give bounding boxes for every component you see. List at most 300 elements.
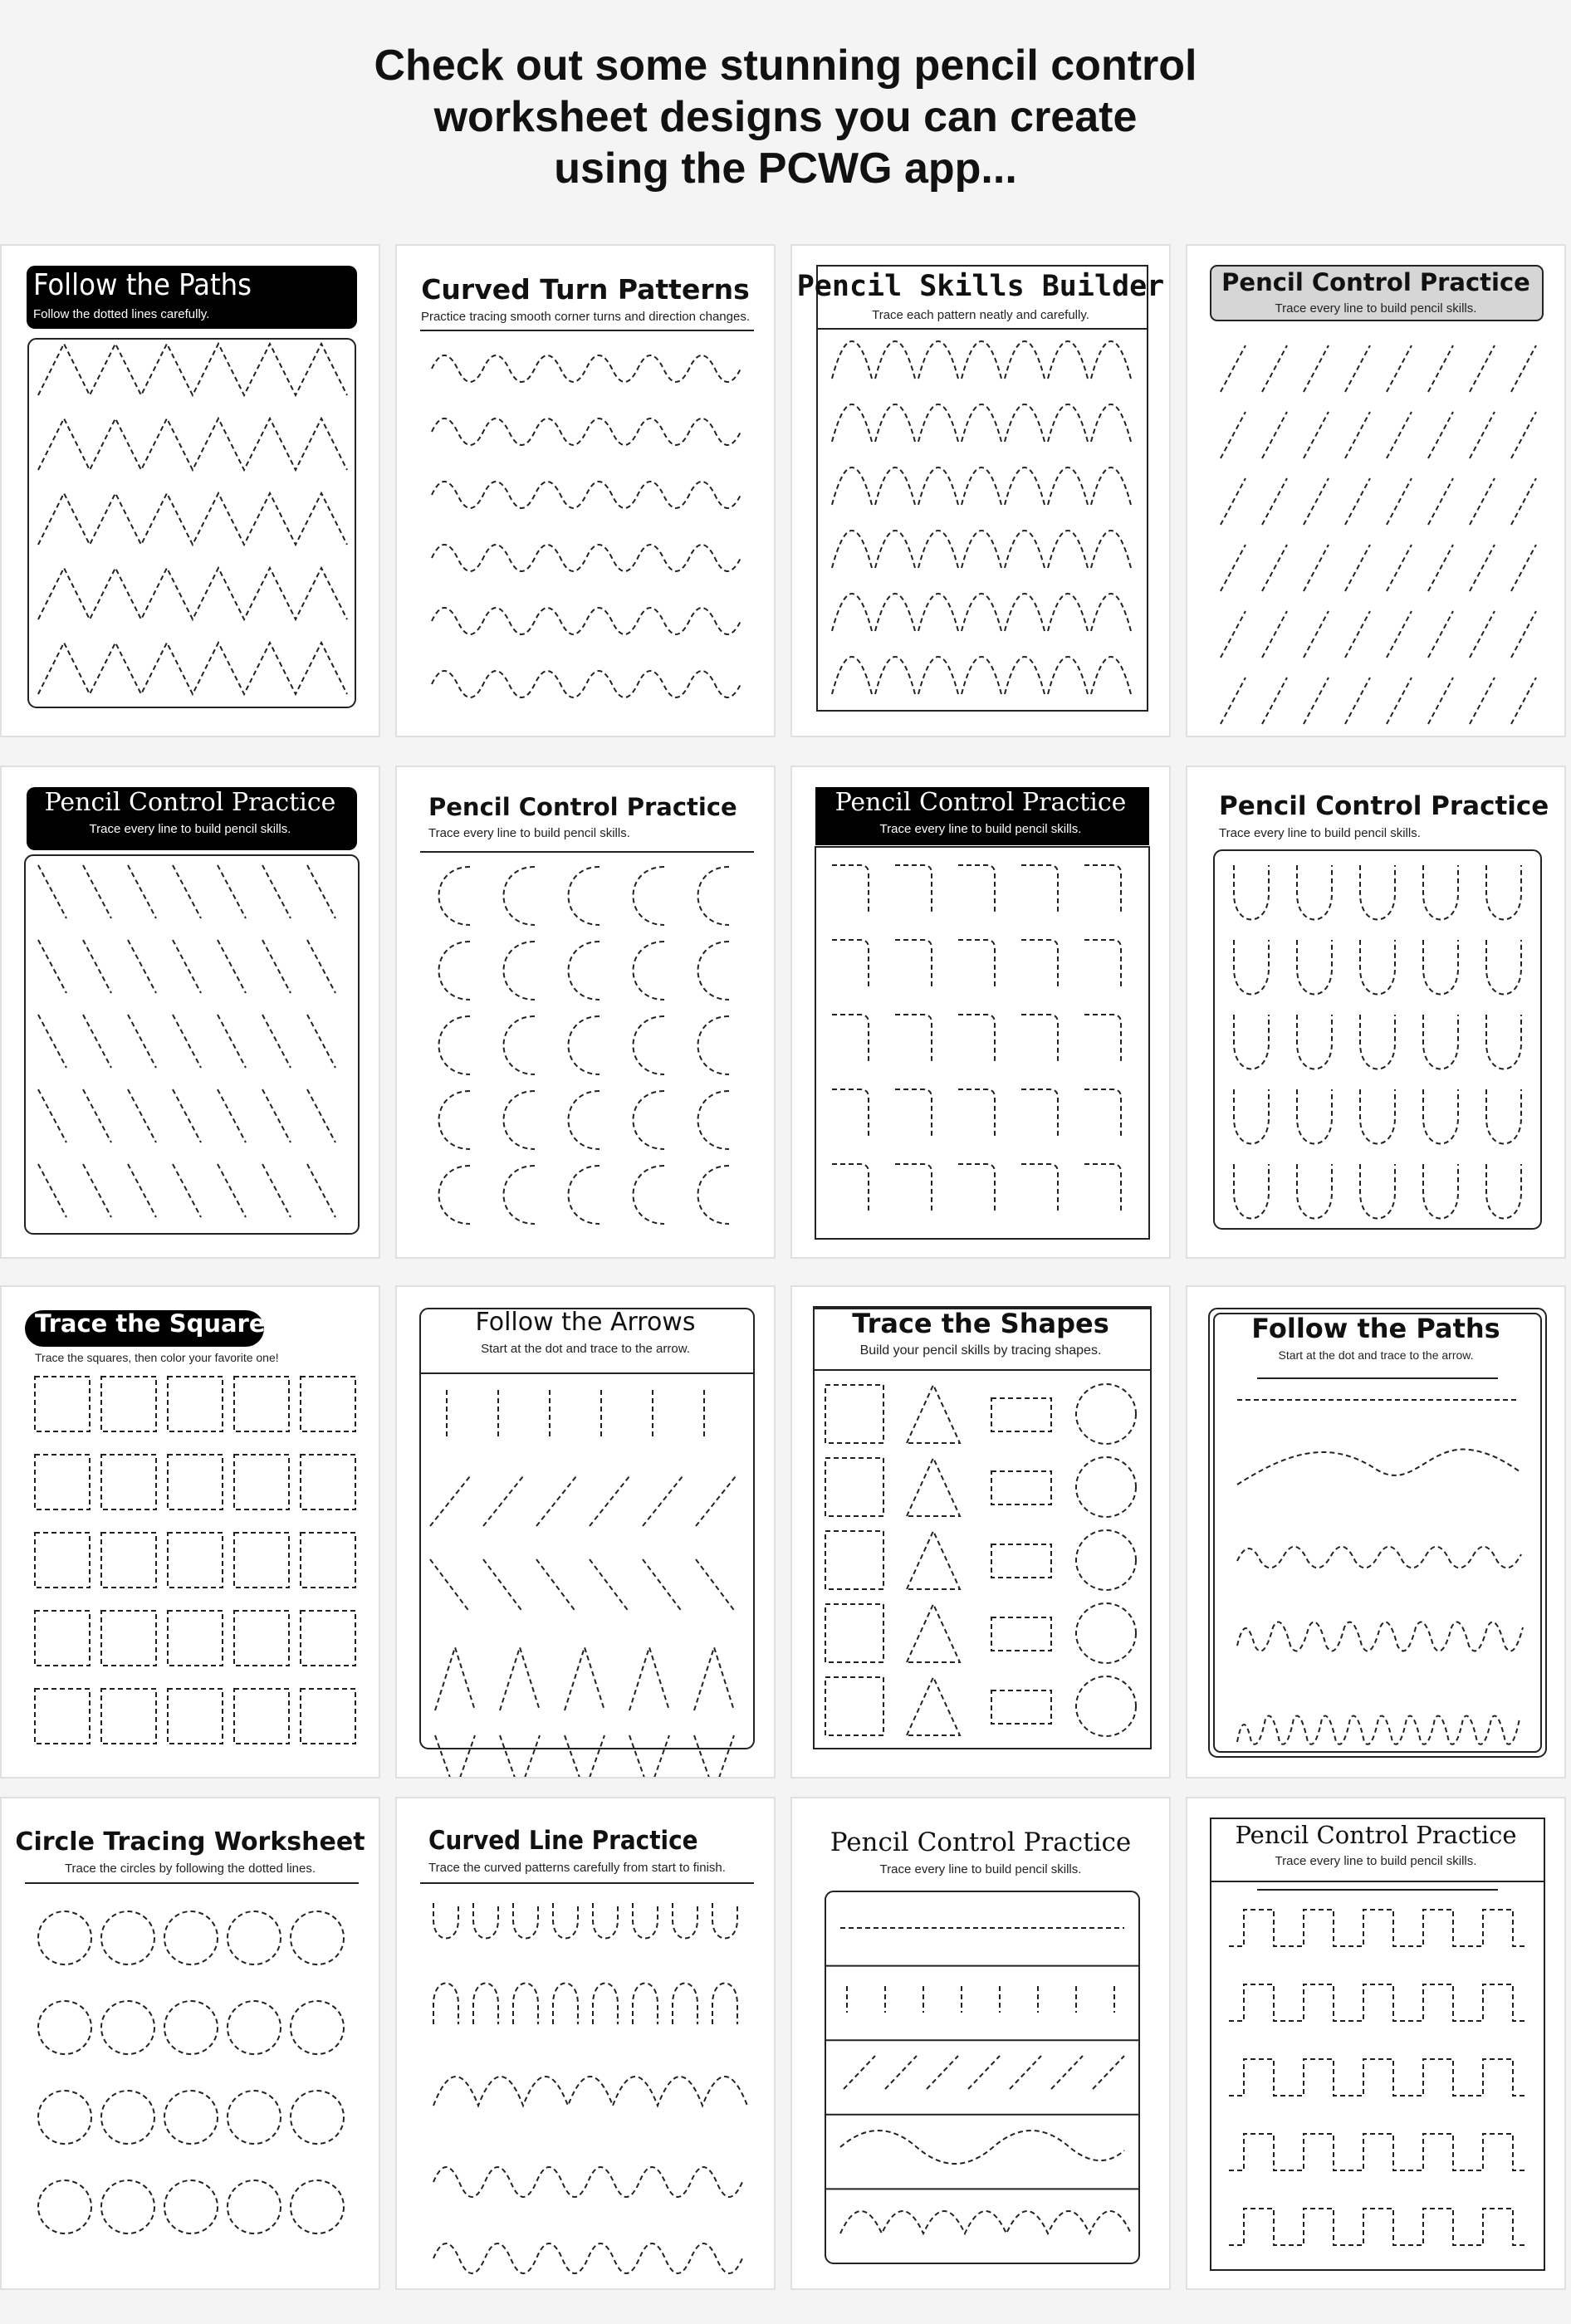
trace-square [101, 1455, 156, 1509]
c-curve [569, 1016, 600, 1074]
c-curve [504, 1016, 536, 1074]
trace-circle [38, 1911, 91, 1964]
trace-square [825, 1531, 883, 1589]
corner-turn [895, 1089, 932, 1138]
u-shape [1360, 865, 1395, 920]
worksheet-gallery [0, 234, 1571, 2324]
diagonal-line [262, 1089, 291, 1142]
worksheet-card[interactable] [1186, 1797, 1566, 2290]
u-shape [1423, 940, 1458, 995]
zigzag-path [38, 493, 347, 545]
corner-turn [895, 1164, 932, 1212]
trace-square [301, 1611, 355, 1666]
loop-path [1237, 1716, 1520, 1744]
diagonal-line [1470, 412, 1495, 458]
worksheet-subtitle: Trace every line to build pencil skills. [1275, 301, 1477, 316]
worksheet-card[interactable] [0, 766, 380, 1259]
worksheet-preview [792, 767, 1169, 1257]
arch-path [832, 531, 1131, 568]
trace-square [168, 1455, 223, 1509]
peak-stroke [629, 1647, 669, 1710]
trace-square [301, 1689, 355, 1744]
diagonal-line [1304, 678, 1329, 724]
diagonal-line [1093, 2056, 1124, 2089]
arch-path [832, 467, 1131, 505]
c-curve [439, 867, 471, 925]
trace-circle [38, 2180, 91, 2233]
corner-turn [832, 1089, 869, 1138]
trace-square [168, 1611, 223, 1666]
worksheet-frame [1214, 850, 1541, 1229]
trace-circle [1076, 1676, 1136, 1736]
valley-stroke [629, 1735, 669, 1777]
back-stroke [590, 1559, 629, 1612]
worksheet-card[interactable] [790, 244, 1171, 737]
trace-square [234, 1455, 289, 1509]
u-shape [1297, 1015, 1332, 1069]
worksheet-subtitle: Trace every line to build pencil skills. [1219, 826, 1421, 840]
worksheet-title: Follow the Paths [1251, 1313, 1500, 1344]
forward-stroke [590, 1476, 629, 1526]
worksheet-subtitle: Trace the circles by following the dotted lines. [64, 1862, 316, 1876]
diagonal-line [1387, 611, 1412, 658]
trace-circle [1076, 1457, 1136, 1517]
worksheet-card[interactable] [790, 1285, 1171, 1778]
zigzag-path [38, 418, 347, 470]
trace-square [101, 1689, 156, 1744]
arch-path [840, 2211, 1131, 2233]
diagonal-line [1428, 412, 1453, 458]
trace-circle [291, 2180, 344, 2233]
trace-circle [291, 2091, 344, 2144]
trace-circle [291, 1911, 344, 1964]
trace-square [168, 1689, 223, 1744]
corner-turn [958, 1164, 995, 1212]
diagonal-line [1511, 478, 1536, 525]
diagonal-line [1262, 545, 1287, 591]
trace-square [825, 1458, 883, 1516]
wave-path [432, 671, 741, 697]
corner-turn [1021, 1015, 1058, 1063]
diagonal-line [307, 1164, 335, 1217]
worksheet-card[interactable] [1186, 766, 1566, 1259]
u-shape [1423, 1089, 1458, 1144]
worksheet-preview [1187, 1798, 1564, 2288]
peak-stroke [694, 1647, 734, 1710]
trace-circle [101, 2091, 154, 2144]
trace-triangle [907, 1677, 960, 1735]
trace-circle [1076, 1530, 1136, 1590]
c-curve [569, 1166, 600, 1224]
worksheet-subtitle: Start at the dot and trace to the arrow. [1278, 1348, 1474, 1362]
worksheet-frame [825, 1891, 1139, 2263]
trace-circle [101, 1911, 154, 1964]
trace-square [234, 1611, 289, 1666]
diagonal-line [1262, 678, 1287, 724]
trace-square [35, 1689, 90, 1744]
diagonal-line [262, 1164, 291, 1217]
square-wave-path [1229, 2209, 1528, 2245]
page-heading: Check out some stunning pencil control worksheet designs you can create using the PCWG app... [374, 42, 1197, 193]
corner-turn [1021, 1089, 1058, 1138]
diagonal-line [1511, 412, 1536, 458]
worksheet-card[interactable] [0, 1285, 380, 1778]
u-shape [1360, 1089, 1395, 1144]
u-shape [1486, 940, 1521, 995]
worksheet-card[interactable] [395, 766, 776, 1259]
valley-stroke [435, 1735, 475, 1777]
valley-stroke [500, 1735, 540, 1777]
diagonal-line [1262, 478, 1287, 525]
diagonal-line [218, 940, 246, 993]
diagonal-line [1470, 345, 1495, 392]
trace-circle [291, 2001, 344, 2054]
diagonal-line [38, 940, 66, 993]
u-shape [1297, 865, 1332, 920]
diagonal-line [1345, 478, 1370, 525]
trace-square [168, 1377, 223, 1431]
diagonal-line [1470, 611, 1495, 658]
u-shape [1234, 865, 1269, 920]
trace-circle [1076, 1384, 1136, 1444]
trace-square [35, 1611, 90, 1666]
worksheet-title: Pencil Control Practice [1235, 1821, 1517, 1849]
corner-turn [832, 865, 869, 913]
corner-turn [958, 1015, 995, 1063]
diagonal-line [173, 1164, 201, 1217]
diagonal-line [1428, 345, 1453, 392]
corner-turn [1084, 1089, 1121, 1138]
c-curve [634, 1166, 665, 1224]
worksheet-card[interactable] [0, 1797, 380, 2290]
worksheet-subtitle: Build your pencil skills by tracing shapes. [859, 1343, 1102, 1358]
arch-path [832, 594, 1131, 631]
trace-rectangle [991, 1398, 1051, 1431]
trace-square [301, 1533, 355, 1588]
worksheet-frame [25, 855, 359, 1234]
c-curve [634, 867, 665, 925]
diagonal-line [1345, 611, 1370, 658]
diagonal-line [307, 865, 335, 918]
u-shape [1486, 1015, 1521, 1069]
worksheet-subtitle: Trace the curved patterns carefully from start to finish. [428, 1861, 726, 1875]
arch-curve [433, 2077, 747, 2106]
back-stroke [430, 1559, 470, 1612]
c-curve [504, 867, 536, 925]
square-wave-path [1229, 2059, 1528, 2096]
corner-turn [1021, 1164, 1058, 1212]
wave-path [432, 355, 741, 382]
corner-turn [832, 1015, 869, 1063]
wave-path [432, 608, 741, 634]
u-shape [1360, 940, 1395, 995]
worksheet-frame [814, 1309, 1151, 1749]
worksheet-subtitle: Trace every line to build pencil skills. [879, 1862, 1082, 1876]
worksheet-subtitle: Trace every line to build pencil skills. [89, 822, 291, 836]
worksheet-title: Pencil Control Practice [1221, 268, 1530, 296]
diagonal-line [1221, 412, 1246, 458]
diagonal-line [1304, 412, 1329, 458]
trace-square [35, 1455, 90, 1509]
trace-square [101, 1377, 156, 1431]
trace-square [825, 1385, 883, 1443]
trace-square [301, 1377, 355, 1431]
back-stroke [643, 1559, 683, 1612]
worksheet-subtitle: Practice tracing smooth corner turns and direction changes. [420, 310, 751, 324]
corner-turn [1084, 940, 1121, 988]
worksheet-frame [815, 847, 1149, 1239]
diagonal-line [1387, 412, 1412, 458]
worksheet-card[interactable] [1186, 1285, 1566, 1778]
worksheet-subtitle: Follow the dotted lines carefully. [33, 307, 210, 321]
forward-stroke [536, 1476, 576, 1526]
u-shape [1297, 1089, 1332, 1144]
trace-circle [1076, 1603, 1136, 1663]
forward-stroke [430, 1476, 470, 1526]
zigzag-path [38, 643, 347, 694]
trace-circle [101, 2001, 154, 2054]
c-curve [698, 942, 730, 1000]
worksheet-subtitle: Trace each pattern neatly and carefully. [872, 308, 1089, 322]
trace-rectangle [991, 1471, 1051, 1504]
diagonal-line [218, 865, 246, 918]
worksheet-preview [792, 1287, 1169, 1777]
trace-circle [164, 2180, 218, 2233]
trace-triangle [907, 1385, 960, 1443]
wavy-path [1237, 1450, 1520, 1485]
worksheet-card[interactable] [790, 766, 1171, 1259]
diagonal-line [83, 940, 111, 993]
corner-turn [895, 865, 932, 913]
worksheet-subtitle: Trace every line to build pencil skills. [879, 822, 1082, 836]
diagonal-line [173, 1089, 201, 1142]
diagonal-line [1221, 545, 1246, 591]
c-curve [698, 1166, 730, 1224]
diagonal-line [173, 940, 201, 993]
c-curve [439, 942, 471, 1000]
worksheet-title: Pencil Control Practice [834, 788, 1127, 817]
wave-path [432, 482, 741, 508]
forward-stroke [643, 1476, 683, 1526]
diagonal-line [83, 1089, 111, 1142]
trace-square [101, 1533, 156, 1588]
inner-border [1214, 1314, 1541, 1752]
worksheet-title: Curved Turn Patterns [421, 273, 750, 306]
diagonal-line [128, 1015, 156, 1068]
diagonal-line [1470, 678, 1495, 724]
trace-square [234, 1689, 289, 1744]
diagonal-line [262, 940, 291, 993]
u-shape [1423, 865, 1458, 920]
c-curve [569, 867, 600, 925]
arch-path [832, 657, 1131, 694]
valley-stroke [565, 1735, 604, 1777]
diagonal-line [1221, 678, 1246, 724]
worksheet-card[interactable] [395, 1285, 776, 1778]
diagonal-line [38, 1089, 66, 1142]
diagonal-line [128, 1164, 156, 1217]
worksheet-card[interactable] [790, 1797, 1171, 2290]
diagonal-line [262, 865, 291, 918]
diagonal-line [968, 2056, 1000, 2089]
diagonal-line [128, 1089, 156, 1142]
trace-circle [164, 2001, 218, 2054]
diagonal-line [1304, 345, 1329, 392]
u-curve [433, 1903, 737, 1939]
diagonal-line [1345, 345, 1370, 392]
arch-path [832, 341, 1131, 379]
diagonal-line [1221, 611, 1246, 658]
diagonal-line [1387, 345, 1412, 392]
worksheet-title: Pencil Control Practice [1219, 791, 1549, 821]
square-wave-path [1229, 1984, 1528, 2021]
diagonal-line [1345, 412, 1370, 458]
outer-border [1209, 1309, 1546, 1757]
corner-turn [832, 1164, 869, 1212]
c-curve [504, 942, 536, 1000]
diagonal-line [1428, 678, 1453, 724]
diagonal-line [38, 1015, 66, 1068]
diagonal-line [262, 1015, 291, 1068]
trace-triangle [907, 1531, 960, 1589]
diagonal-line [1262, 412, 1287, 458]
worksheet-card[interactable] [1186, 244, 1566, 737]
diagonal-line [1262, 611, 1287, 658]
diagonal-line [1304, 611, 1329, 658]
peak-stroke [500, 1647, 540, 1710]
corner-turn [1021, 865, 1058, 913]
worksheet-subtitle: Trace every line to build pencil skills. [428, 826, 630, 840]
corner-turn [958, 865, 995, 913]
trace-circle [38, 2001, 91, 2054]
c-curve [698, 867, 730, 925]
diagonal-line [1304, 545, 1329, 591]
worksheet-title: Circle Tracing Worksheet [15, 1827, 365, 1857]
trace-triangle [907, 1604, 960, 1662]
corner-turn [958, 940, 995, 988]
trace-circle [228, 2001, 281, 2054]
diagonal-line [1262, 345, 1287, 392]
u-shape [1486, 1164, 1521, 1219]
c-curve [569, 1091, 600, 1149]
diagonal-line [218, 1015, 246, 1068]
worksheet-frame [817, 329, 1148, 711]
diagonal-line [1470, 478, 1495, 525]
forward-stroke [696, 1476, 736, 1526]
worksheet-card[interactable] [395, 1797, 776, 2290]
trace-circle [228, 2091, 281, 2144]
worksheet-title: Follow the Paths [33, 268, 252, 302]
c-curve [634, 1091, 665, 1149]
c-curve [504, 1091, 536, 1149]
worksheet-title: Trace the Squares [35, 1309, 280, 1338]
diagonal-line [1387, 478, 1412, 525]
u-shape [1234, 1089, 1269, 1144]
c-curve [439, 1166, 471, 1224]
worksheet-title: Follow the Arrows [475, 1308, 696, 1337]
u-shape [1234, 1164, 1269, 1219]
c-curve [439, 1016, 471, 1074]
trace-square [825, 1604, 883, 1662]
diagonal-line [1428, 478, 1453, 525]
c-curve [569, 942, 600, 1000]
diagonal-line [1387, 545, 1412, 591]
diagonal-line [128, 940, 156, 993]
worksheet-card[interactable] [395, 244, 776, 737]
arch-curve [433, 1984, 737, 2025]
c-curve [698, 1091, 730, 1149]
trace-square [35, 1533, 90, 1588]
u-shape [1486, 1089, 1521, 1144]
diagonal-line [927, 2056, 958, 2089]
u-shape [1360, 1015, 1395, 1069]
trace-circle [164, 1911, 218, 1964]
corner-turn [895, 940, 932, 988]
u-shape [1360, 1164, 1395, 1219]
c-curve [439, 1091, 471, 1149]
square-wave-path [1229, 1910, 1528, 1946]
peak-stroke [565, 1647, 604, 1710]
trace-rectangle [991, 1617, 1051, 1651]
trace-rectangle [991, 1690, 1051, 1724]
diagonal-line [83, 1015, 111, 1068]
diagonal-line [1345, 545, 1370, 591]
worksheet-preview [2, 767, 379, 1257]
c-curve [634, 1016, 665, 1074]
wave-path [432, 418, 741, 445]
diagonal-line [1470, 545, 1495, 591]
worksheet-title: Pencil Control Practice [830, 1827, 1132, 1857]
trace-triangle [907, 1458, 960, 1516]
u-shape [1234, 1015, 1269, 1069]
diagonal-line [1387, 678, 1412, 724]
trace-circle [228, 1911, 281, 1964]
corner-turn [1084, 865, 1121, 913]
loop-path [1237, 1622, 1523, 1651]
worksheet-subtitle: Trace every line to build pencil skills. [1275, 1854, 1477, 1868]
trace-square [35, 1377, 90, 1431]
diagonal-line [307, 1089, 335, 1142]
c-curve [504, 1166, 536, 1224]
diagonal-line [1511, 611, 1536, 658]
u-shape [1423, 1164, 1458, 1219]
diagonal-line [1345, 678, 1370, 724]
back-stroke [536, 1559, 576, 1612]
diagonal-line [1511, 345, 1536, 392]
worksheet-card[interactable] [0, 244, 380, 737]
u-shape [1486, 865, 1521, 920]
corner-turn [895, 1015, 932, 1063]
worksheet-title: Curved Line Practice [428, 1826, 698, 1856]
worksheet-title: Trace the Shapes [852, 1308, 1109, 1339]
u-shape [1297, 940, 1332, 995]
wave-curve [433, 2167, 742, 2197]
corner-turn [1084, 1015, 1121, 1063]
diagonal-line [218, 1164, 246, 1217]
trace-circle [164, 2091, 218, 2144]
trace-rectangle [991, 1544, 1051, 1578]
c-curve [634, 942, 665, 1000]
worksheet-subtitle: Trace the squares, then color your favorite one! [35, 1351, 279, 1364]
diagonal-line [307, 1015, 335, 1068]
worksheet-title: Pencil Control Practice [44, 788, 336, 817]
worksheet-preview [397, 1287, 774, 1777]
diagonal-line [38, 1164, 66, 1217]
wave-path [432, 545, 741, 571]
corner-turn [832, 940, 869, 988]
zigzag-path [38, 344, 347, 395]
diagonal-line [1428, 545, 1453, 591]
